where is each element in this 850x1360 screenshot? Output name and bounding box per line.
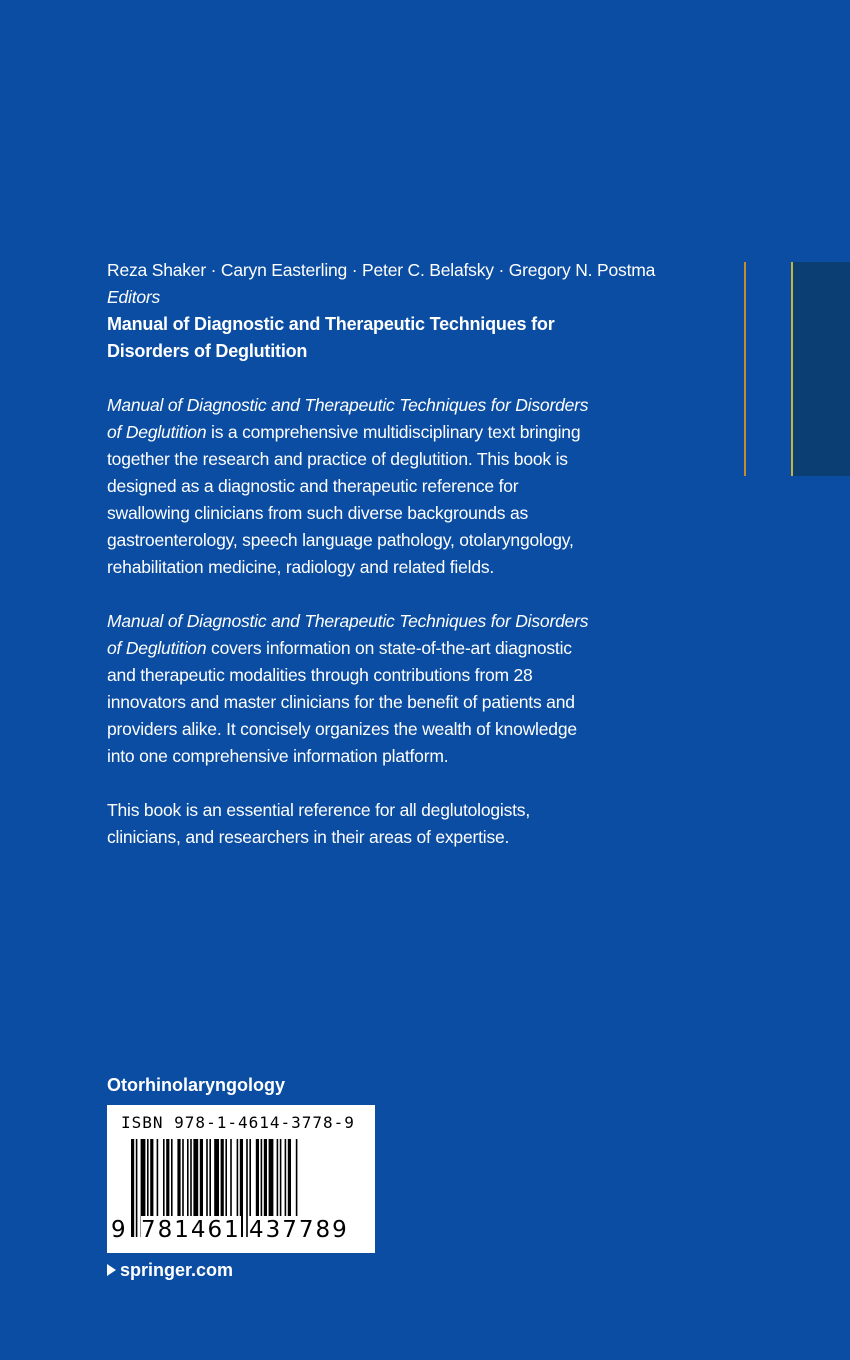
isbn-barcode — [107, 1105, 375, 1253]
barcode-bar — [246, 1139, 248, 1237]
barcode-bar — [136, 1139, 138, 1237]
ean-right-digits: 437789 — [249, 1217, 349, 1243]
book-title — [107, 311, 597, 365]
ean-first-digit: 9 — [111, 1217, 126, 1243]
arrow-right-icon — [107, 1264, 116, 1276]
editors-names: Reza Shaker · Caryn Easterling · Peter C. Belafsky · Gregory N. Postma — [107, 260, 656, 280]
website-text[interactable]: springer.com — [120, 1260, 234, 1280]
description-1-title: Manual of Diagnostic and Therapeutic Techniques for Disorders of Deglutition — [107, 395, 589, 442]
website-link[interactable] — [107, 1257, 233, 1283]
description-2-title: Manual of Diagnostic and Therapeutic Techniques for Disorders of Deglutition — [107, 611, 589, 658]
book-title-line-1: Manual of Diagnostic and Therapeutic Techniques for — [107, 314, 555, 334]
description-paragraph-3: This book is an essential reference for all deglutologists, clinicians, and researchers in their areas of expertise. — [107, 800, 531, 847]
subject-category: Otorhinolaryngology — [107, 1075, 285, 1095]
description-2-text: covers information on state-of-the-art diagnostic and therapeutic modalities through contributions from 28 innovators and master clinicians for the benefit of patients and providers alike. It concisely organizes the wealth of knowledge into one comprehensive information platform. — [107, 638, 577, 766]
description-1-text: is a comprehensive multidisciplinary text bringing together the research and practice of deglutition. This book is designed as a diagnostic and therapeutic reference for swallowing clinicians from such diverse backgrounds as gastroenterology, speech language pathology, otolaryngology, rehabilitation medicine, radiology and related fields. — [107, 422, 581, 577]
isbn-text: ISBN 978-1-4614-3778-9 — [121, 1113, 355, 1132]
back-cover-text — [107, 257, 656, 851]
ean-left-digits: 781461 — [141, 1217, 241, 1243]
description-paragraph-2 — [107, 608, 597, 770]
editors-label: Editors — [107, 287, 161, 307]
barcode-bar — [131, 1139, 134, 1237]
book-title-line-2: Disorders of Deglutition — [107, 341, 308, 361]
spine-block — [793, 262, 850, 476]
description-paragraph-1 — [107, 392, 597, 581]
spine-line-orange — [744, 262, 746, 476]
